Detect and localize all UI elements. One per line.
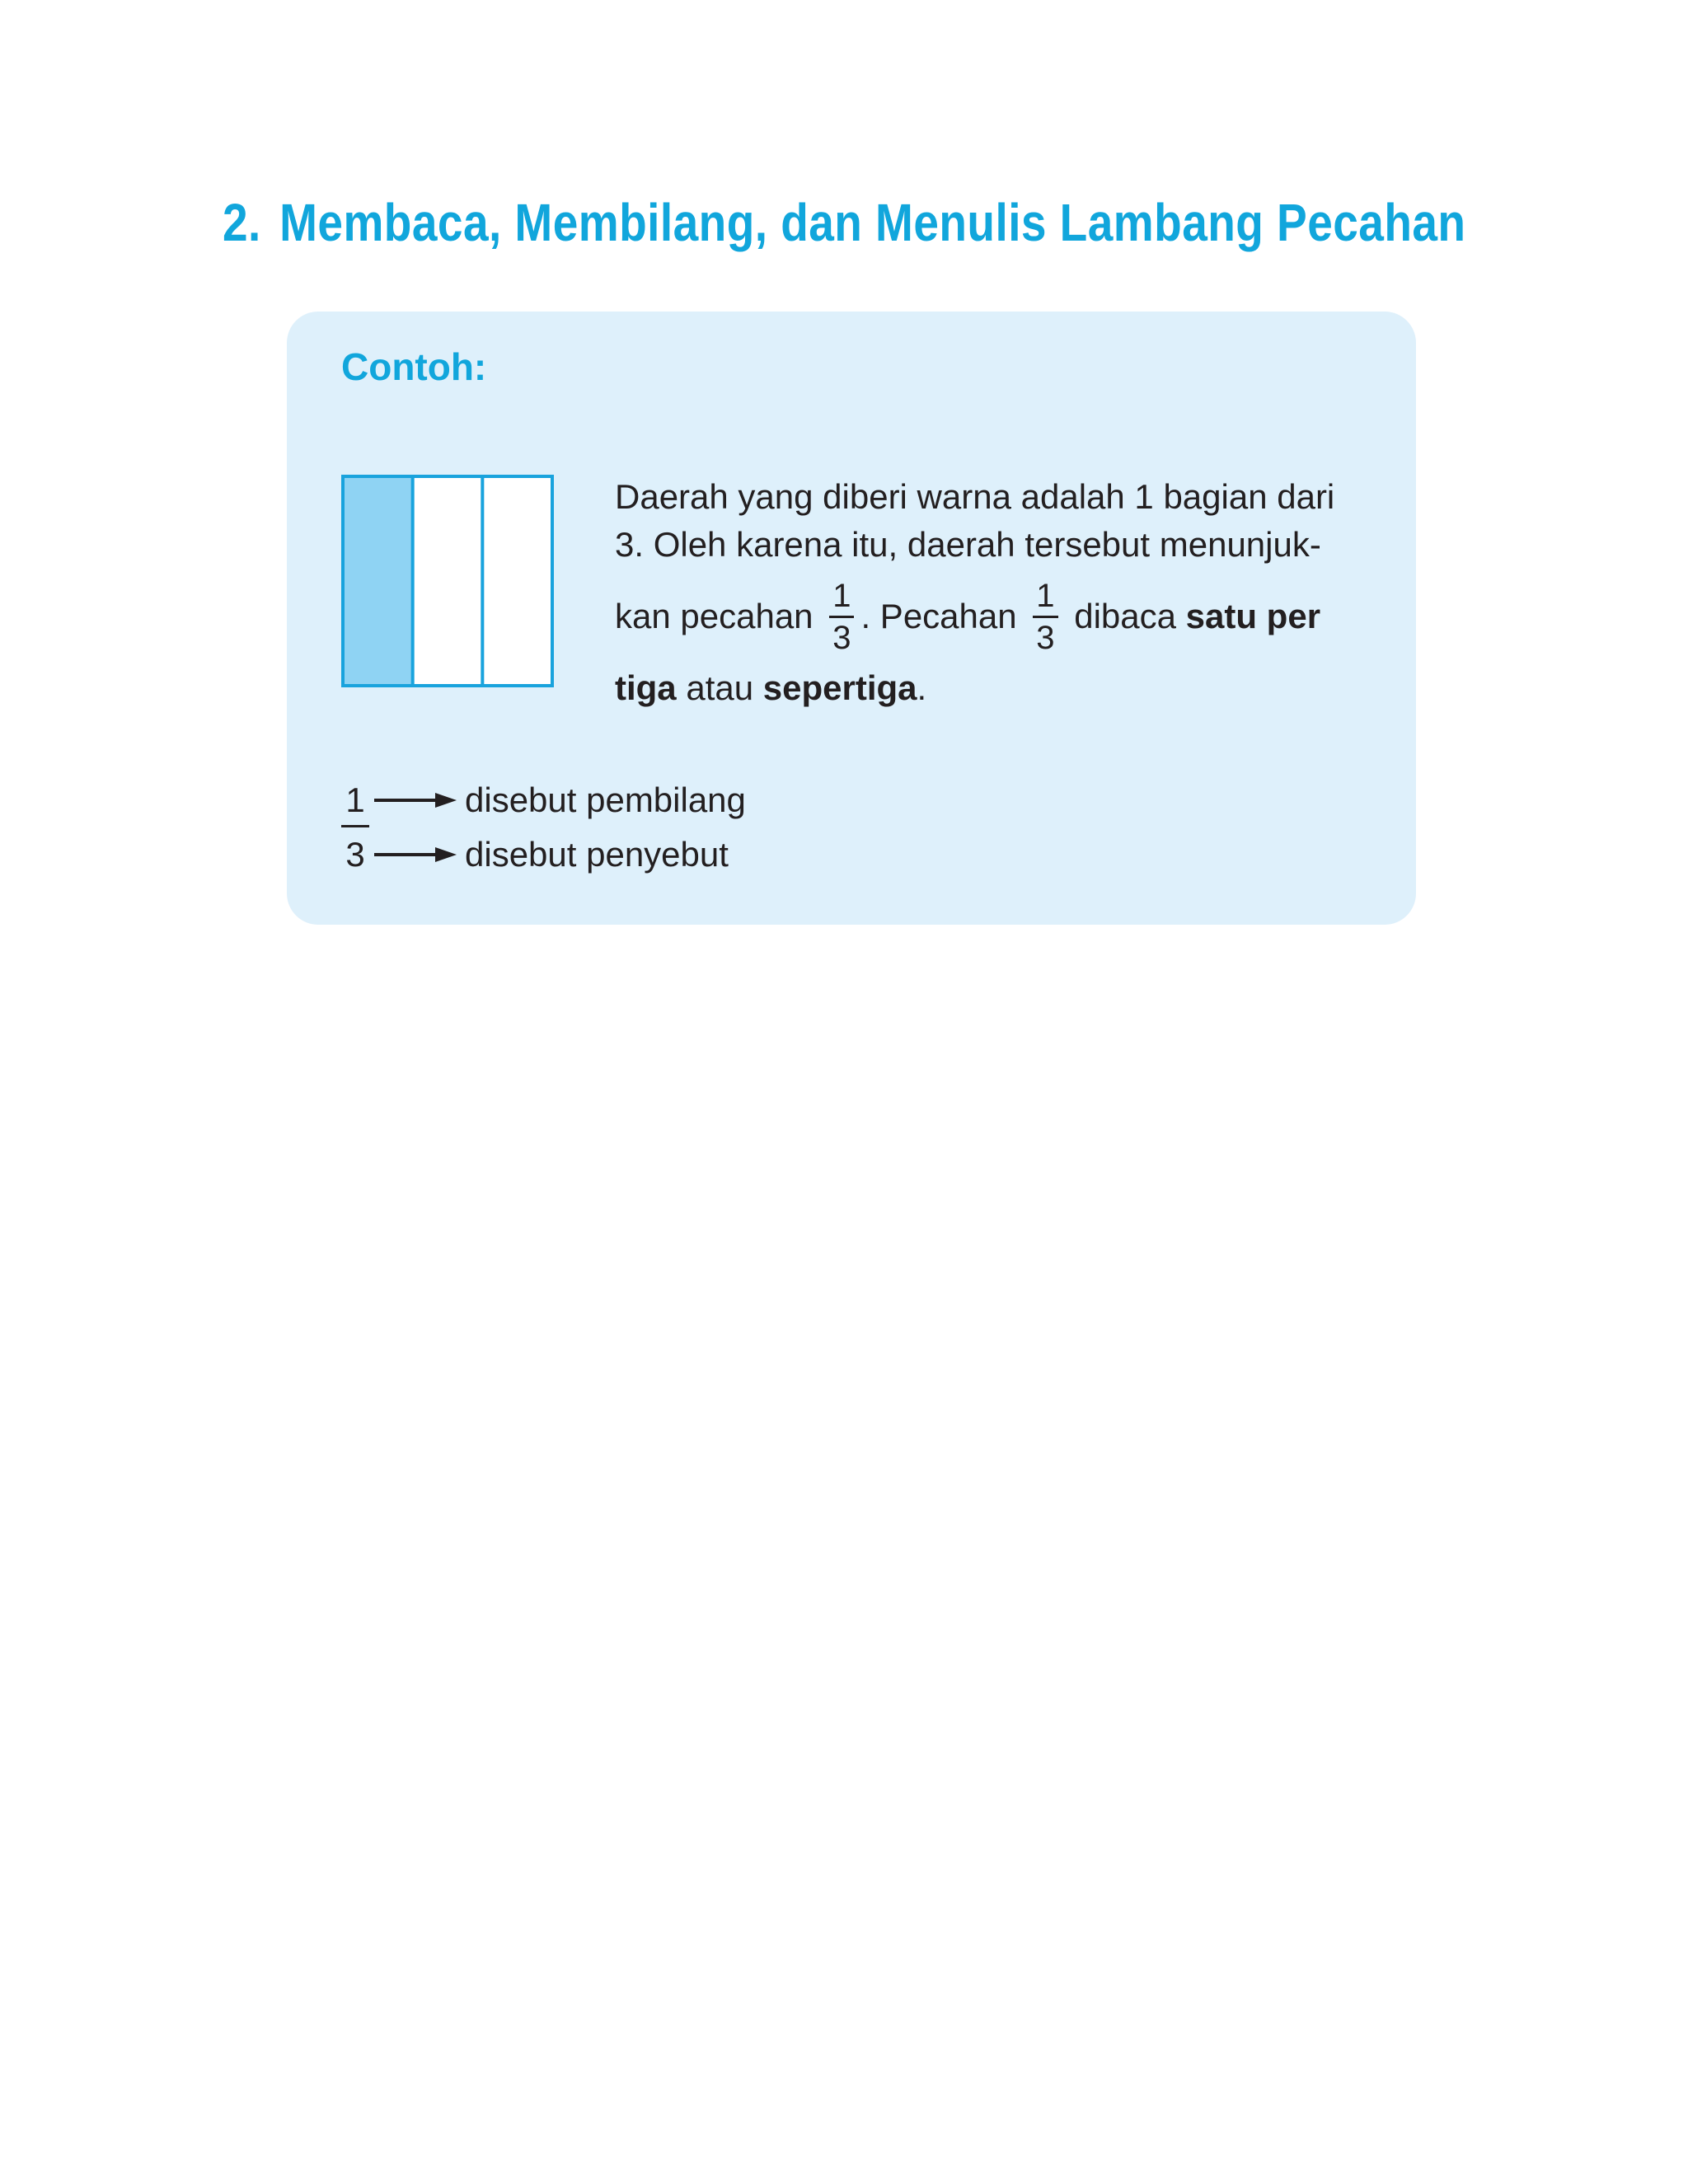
text-kan-pecahan: kan pecahan [615,597,814,635]
section-title-text: Membaca, Membilang, dan Menulis Lambang Pecahan [279,193,1466,252]
denominator-digit: 3 [345,835,365,874]
numerator-row [341,773,746,827]
example-box [287,312,1416,925]
section-heading [223,193,1466,252]
bold-satu-per: satu per [1185,597,1321,635]
shaded-part [343,476,413,686]
explanation-line-4 [615,664,1390,712]
explanation-line-1: Daerah yang diberi warna adalah 1 bagian dari [615,477,1335,516]
fraction-numerator: 1 [1036,578,1055,615]
text-dibaca: dibaca [1074,597,1176,635]
numerator-label: disebut pembilang [465,780,746,819]
unshaded-part [413,476,483,686]
denominator-row [341,827,746,882]
bold-sepertiga: sepertiga [762,668,917,707]
numerator-digit: 1 [345,780,365,819]
explanation-paragraph [615,473,1390,712]
example-label: Contoh: [341,345,487,388]
fraction-numerator: 1 [832,578,851,615]
fraction-denominator: 3 [832,620,851,657]
fraction-parts [341,773,746,882]
fraction-diagram [341,475,554,687]
unshaded-part [482,476,552,686]
arrow-right-icon [374,791,457,809]
fraction-bar [829,616,854,618]
denominator-label: disebut penyebut [465,835,729,874]
explanation-line-2: 3. Oleh karena itu, daerah tersebut menunjuk- [615,525,1321,564]
section-number: 2. [223,193,261,252]
text-atau: atau [686,668,754,707]
fraction-denominator: 3 [1036,620,1055,657]
fraction-bar [1033,616,1057,618]
explanation-line-3 [615,570,1390,663]
arrow-right-icon [374,846,457,864]
text-pecahan: . Pecahan [860,597,1017,635]
fraction-one-third [1033,578,1057,656]
bold-tiga: tiga [615,668,677,707]
text-period: . [917,668,927,707]
fraction-one-third [829,578,854,656]
